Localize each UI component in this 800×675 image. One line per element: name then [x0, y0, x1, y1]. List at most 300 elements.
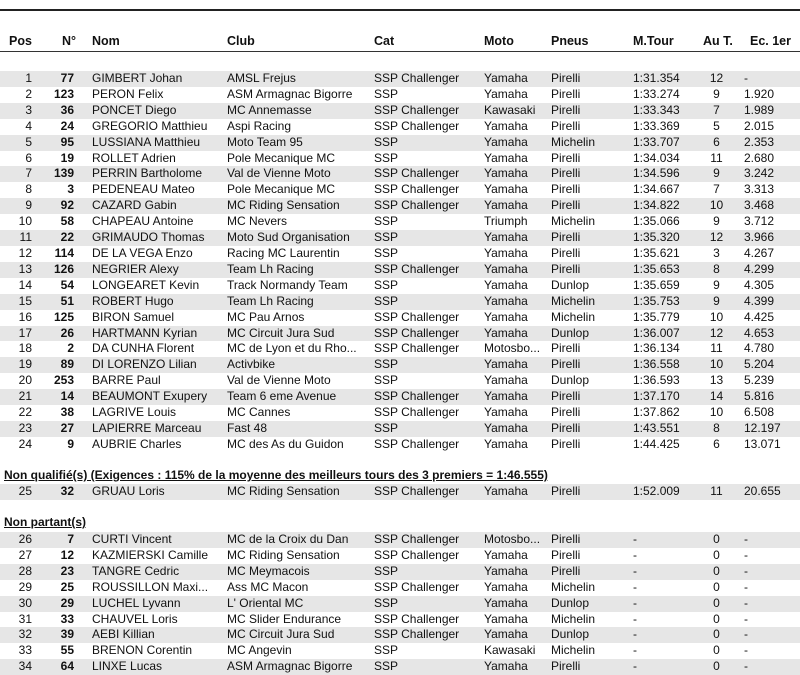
cell-mtour: 1:34.034: [633, 150, 680, 165]
cell-pneus: Dunlop: [551, 596, 633, 612]
cell-moto: Kawasaki: [484, 103, 551, 119]
cell-mtour: -: [633, 564, 703, 580]
cell-pneus: Pirelli: [551, 341, 581, 356]
cell-aut: 5: [713, 118, 720, 133]
cell-club: Activbike: [227, 357, 374, 373]
cell-ec: -: [730, 71, 800, 87]
cell-club: MC Pau Arnos: [227, 309, 305, 324]
table-row: [0, 580, 800, 596]
table-row: [0, 596, 800, 612]
cell-pneus: Dunlop: [551, 373, 590, 388]
cell-num: 125: [53, 309, 74, 324]
cell-moto: Motosbo...: [484, 532, 551, 548]
cell-pos: 13: [4, 262, 36, 278]
cell-aut: 11: [710, 341, 723, 356]
cell-mtour: 1:35.753: [633, 294, 703, 310]
cell-cat: SSP: [374, 230, 484, 246]
qualified-table: [0, 71, 800, 453]
cell-mtour: 1:35.659: [633, 277, 680, 292]
col-header-cat: Cat: [374, 34, 395, 48]
cell-pneus: Pirelli: [551, 262, 633, 278]
cell-mtour: 1:37.862: [633, 405, 680, 420]
cell-cat: SSP Challenger: [374, 166, 484, 182]
cell-club: MC de Lyon et du Rho...: [227, 341, 357, 356]
cell-moto: Yamaha: [484, 198, 551, 214]
cell-club: Track Normandy Team: [227, 277, 348, 292]
cell-aut: 11: [703, 484, 730, 500]
cell-aut: 6: [703, 135, 730, 151]
cell-nom: GRUAU Loris: [92, 484, 227, 500]
table-row: [0, 389, 800, 405]
cell-mtour: 1:33.274: [633, 86, 680, 101]
cell-mtour: 1:44.425: [633, 436, 680, 451]
cell-num: 24: [60, 118, 74, 133]
cell-pneus: Michelin: [551, 643, 596, 658]
cell-pneus: Pirelli: [551, 659, 633, 675]
cell-club: MC de la Croix du Dan: [227, 532, 374, 548]
cell-pneus: Michelin: [551, 309, 596, 324]
cell-ec: 2.015: [744, 118, 775, 133]
cell-nom: PONCET Diego: [92, 103, 227, 119]
cell-ec: -: [730, 564, 800, 580]
cell-club: MC Circuit Jura Sud: [227, 627, 374, 643]
cell-ec: 5.204: [730, 357, 800, 373]
cell-nom: DA CUNHA Florent: [92, 341, 195, 356]
cell-cat: SSP Challenger: [374, 103, 484, 119]
cell-ec: -: [730, 532, 800, 548]
cell-cat: SSP Challenger: [374, 341, 460, 356]
cell-pneus: Pirelli: [551, 421, 633, 437]
cell-club: Fast 48: [227, 421, 374, 437]
cell-pos: 30: [4, 596, 36, 612]
cell-nom: DI LORENZO Lilian: [92, 357, 227, 373]
table-row: [0, 357, 800, 373]
non-qualified-title: Non qualifié(s) (Exigences : 115% de la moyenne des meilleurs tours des 3 premiers = 1:46.555): [4, 468, 548, 482]
cell-pos: 29: [18, 579, 32, 594]
cell-aut: 8: [703, 262, 730, 278]
cell-mtour: -: [633, 547, 637, 562]
cell-club: MC Slider Endurance: [227, 611, 342, 626]
cell-num: 25: [60, 579, 74, 594]
cell-club: Pole Mecanique MC: [227, 182, 336, 197]
cell-ec: 2.353: [730, 135, 800, 151]
table-row: [0, 278, 800, 294]
cell-num: 139: [36, 166, 92, 182]
cell-moto: Yamaha: [484, 309, 528, 324]
cell-cat: SSP: [374, 373, 399, 388]
cell-club: ASM Armagnac Bigorre: [227, 86, 353, 101]
cell-num: 51: [36, 294, 92, 310]
cell-pos: 19: [4, 357, 36, 373]
cell-aut: 0: [703, 659, 730, 675]
cell-moto: Kawasaki: [484, 643, 536, 658]
cell-mtour: -: [633, 627, 703, 643]
cell-club: MC Annemasse: [227, 103, 374, 119]
cell-club: AMSL Frejus: [227, 71, 374, 87]
cell-mtour: 1:36.007: [633, 326, 703, 342]
cell-cat: SSP: [374, 643, 399, 658]
cell-mtour: 1:34.596: [633, 166, 703, 182]
cell-pos: 31: [18, 611, 32, 626]
cell-club: Val de Vienne Moto: [227, 166, 374, 182]
cell-aut: 9: [713, 277, 720, 292]
cell-nom: TANGRE Cedric: [92, 564, 227, 580]
cell-pneus: Pirelli: [551, 245, 581, 260]
cell-moto: Yamaha: [484, 436, 528, 451]
cell-nom: CAZARD Gabin: [92, 198, 227, 214]
cell-pos: 10: [18, 214, 32, 229]
cell-nom: BARRE Paul: [92, 373, 161, 388]
cell-moto: Yamaha: [484, 86, 528, 101]
cell-cat: SSP Challenger: [374, 532, 484, 548]
cell-nom: BRENON Corentin: [92, 643, 193, 658]
cell-num: 32: [36, 484, 92, 500]
cell-ec: -: [744, 611, 748, 626]
cell-pos: 32: [4, 627, 36, 643]
cell-mtour: 1:36.134: [633, 341, 680, 356]
cell-aut: 12: [703, 71, 730, 87]
cell-nom: ROLLET Adrien: [92, 150, 176, 165]
table-row: [0, 484, 800, 500]
cell-ec: 3.966: [730, 230, 800, 246]
cell-num: 3: [67, 182, 74, 197]
cell-ec: 5.239: [744, 373, 775, 388]
cell-club: Aspi Racing: [227, 118, 292, 133]
cell-num: 19: [60, 150, 74, 165]
cell-moto: Yamaha: [484, 373, 528, 388]
cell-aut: 0: [703, 564, 730, 580]
cell-moto: Yamaha: [484, 564, 551, 580]
cell-num: 7: [36, 532, 92, 548]
cell-moto: Yamaha: [484, 357, 551, 373]
cell-pos: 34: [4, 659, 36, 675]
cell-aut: 9: [713, 86, 720, 101]
cell-cat: SSP: [374, 564, 484, 580]
table-row: [0, 643, 800, 659]
cell-moto: Yamaha: [484, 135, 551, 151]
cell-nom: BIRON Samuel: [92, 309, 175, 324]
cell-nom: PERRIN Bartholome: [92, 166, 227, 182]
cell-num: 95: [36, 135, 92, 151]
cell-mtour: -: [633, 532, 703, 548]
cell-mtour: -: [633, 579, 637, 594]
table-row: [0, 612, 800, 628]
cell-ec: 4.780: [744, 341, 775, 356]
cell-ec: 3.242: [730, 166, 800, 182]
cell-nom: GREGORIO Matthieu: [92, 118, 208, 133]
cell-mtour: -: [633, 596, 703, 612]
cell-club: Ass MC Macon: [227, 579, 309, 594]
cell-club: L' Oriental MC: [227, 596, 374, 612]
table-row: [0, 87, 800, 103]
table-row: [0, 119, 800, 135]
cell-num: 77: [36, 71, 92, 87]
cell-cat: SSP: [374, 150, 399, 165]
cell-aut: 7: [703, 103, 730, 119]
cell-moto: Yamaha: [484, 182, 528, 197]
table-row: [0, 373, 800, 389]
cell-pneus: Pirelli: [551, 405, 581, 420]
cell-cat: SSP: [374, 214, 399, 229]
non-qualified-table: [0, 484, 800, 500]
table-row: [0, 214, 800, 230]
cell-cat: SSP Challenger: [374, 405, 460, 420]
table-row: [0, 135, 800, 151]
cell-pos: 15: [4, 294, 36, 310]
cell-nom: LUSSIANA Matthieu: [92, 135, 227, 151]
cell-club: MC des As du Guidon: [227, 436, 344, 451]
cell-aut: 0: [713, 579, 720, 594]
cell-num: 114: [54, 245, 74, 260]
table-row: [0, 71, 800, 87]
cell-club: Team Lh Racing: [227, 294, 374, 310]
non-starter-title: Non partant(s): [4, 515, 86, 529]
table-row: [0, 246, 800, 262]
cell-club: MC Riding Sensation: [227, 198, 374, 214]
cell-mtour: -: [633, 643, 637, 658]
cell-nom: LONGEARET Kevin: [92, 277, 200, 292]
cell-pos: 7: [4, 166, 36, 182]
cell-pneus: Pirelli: [551, 103, 633, 119]
cell-num: 22: [36, 230, 92, 246]
cell-aut: 8: [703, 421, 730, 437]
cell-pos: 6: [25, 150, 32, 165]
cell-moto: Yamaha: [484, 166, 551, 182]
cell-pneus: Pirelli: [551, 564, 633, 580]
cell-club: MC Nevers: [227, 214, 288, 229]
cell-num: 55: [60, 643, 74, 658]
cell-num: 38: [60, 405, 74, 420]
cell-aut: 12: [703, 230, 730, 246]
cell-moto: Yamaha: [484, 484, 551, 500]
cell-mtour: 1:37.170: [633, 389, 703, 405]
col-header-aut: Au T.: [703, 34, 733, 48]
cell-aut: 13: [709, 373, 724, 388]
cell-mtour: 1:33.369: [633, 118, 680, 133]
cell-aut: 0: [713, 643, 720, 658]
cell-mtour: 1:52.009: [633, 484, 703, 500]
cell-pos: 4: [25, 118, 32, 133]
cell-num: 27: [36, 421, 92, 437]
cell-aut: 10: [709, 309, 724, 324]
cell-cat: SSP Challenger: [374, 198, 484, 214]
cell-num: 9: [67, 436, 74, 451]
cell-moto: Yamaha: [484, 611, 528, 626]
cell-pneus: Dunlop: [551, 326, 633, 342]
cell-aut: 10: [703, 357, 730, 373]
cell-num: 14: [36, 389, 92, 405]
cell-num: 89: [36, 357, 92, 373]
cell-mtour: 1:36.558: [633, 357, 703, 373]
cell-moto: Yamaha: [484, 405, 528, 420]
cell-moto: Yamaha: [484, 326, 551, 342]
cell-aut: 0: [703, 596, 730, 612]
cell-moto: Yamaha: [484, 547, 528, 562]
cell-pneus: Pirelli: [551, 182, 581, 197]
cell-pos: 27: [18, 547, 32, 562]
cell-pneus: Pirelli: [551, 230, 633, 246]
cell-ec: 4.305: [744, 277, 775, 292]
cell-nom: DE LA VEGA Enzo: [92, 245, 193, 260]
cell-cat: SSP Challenger: [374, 326, 484, 342]
cell-ec: 2.680: [744, 150, 775, 165]
cell-nom: BEAUMONT Exupery: [92, 389, 227, 405]
cell-cat: SSP Challenger: [374, 71, 484, 87]
cell-cat: SSP Challenger: [374, 436, 460, 451]
cell-mtour: 1:35.653: [633, 262, 703, 278]
cell-moto: Yamaha: [484, 579, 528, 594]
cell-num: 58: [60, 214, 74, 229]
cell-moto: Yamaha: [484, 71, 551, 87]
cell-pneus: Michelin: [551, 611, 596, 626]
table-row: [0, 310, 800, 326]
cell-moto: Yamaha: [484, 389, 551, 405]
cell-moto: Yamaha: [484, 150, 528, 165]
cell-mtour: 1:36.593: [633, 373, 680, 388]
cell-moto: Yamaha: [484, 596, 551, 612]
cell-mtour: 1:31.354: [633, 71, 703, 87]
cell-aut: 6: [713, 436, 720, 451]
top-rule: [0, 9, 800, 11]
cell-moto: Yamaha: [484, 118, 528, 133]
cell-ec: 3.468: [730, 198, 800, 214]
cell-club: Val de Vienne Moto: [227, 373, 331, 388]
cell-moto: Yamaha: [484, 421, 551, 437]
cell-pneus: Michelin: [551, 294, 633, 310]
cell-cat: SSP Challenger: [374, 627, 484, 643]
cell-num: 64: [36, 659, 92, 675]
cell-ec: 20.655: [730, 484, 800, 500]
cell-ec: 13.071: [744, 436, 781, 451]
cell-ec: 5.816: [730, 389, 800, 405]
cell-aut: 9: [703, 166, 730, 182]
table-row: [0, 532, 800, 548]
cell-club: Team Lh Racing: [227, 262, 374, 278]
cell-nom: KAZMIERSKI Camille: [92, 547, 209, 562]
table-row: [0, 326, 800, 342]
cell-pneus: Pirelli: [551, 86, 581, 101]
table-row: [0, 198, 800, 214]
cell-aut: 7: [713, 182, 720, 197]
cell-num: 12: [60, 547, 74, 562]
cell-aut: 12: [703, 326, 730, 342]
cell-pneus: Dunlop: [551, 627, 633, 643]
cell-ec: 4.653: [730, 326, 800, 342]
cell-pneus: Pirelli: [551, 389, 633, 405]
cell-aut: 9: [703, 294, 730, 310]
cell-nom: CHAUVEL Loris: [92, 611, 178, 626]
cell-nom: CHAPEAU Antoine: [92, 214, 194, 229]
col-header-num: N°: [62, 34, 77, 48]
cell-mtour: 1:33.343: [633, 103, 703, 119]
cell-pos: 2: [25, 86, 32, 101]
cell-num: 54: [60, 277, 74, 292]
cell-ec: -: [744, 547, 748, 562]
cell-pos: 14: [18, 277, 32, 292]
cell-pos: 33: [18, 643, 32, 658]
cell-mtour: 1:34.822: [633, 198, 703, 214]
cell-mtour: 1:35.066: [633, 214, 680, 229]
cell-cat: SSP: [374, 294, 484, 310]
cell-club: MC Riding Sensation: [227, 484, 374, 500]
cell-cat: SSP: [374, 245, 399, 260]
cell-ec: 4.399: [730, 294, 800, 310]
cell-cat: SSP Challenger: [374, 118, 460, 133]
cell-nom: ROBERT Hugo: [92, 294, 227, 310]
cell-mtour: 1:33.707: [633, 135, 703, 151]
cell-num: 123: [53, 86, 74, 101]
cell-nom: PERON Felix: [92, 86, 164, 101]
table-row: [0, 230, 800, 246]
cell-cat: SSP Challenger: [374, 182, 460, 197]
cell-club: MC Cannes: [227, 405, 291, 420]
cell-pneus: Pirelli: [551, 547, 581, 562]
cell-moto: Yamaha: [484, 294, 551, 310]
cell-mtour: 1:43.551: [633, 421, 703, 437]
cell-ec: 4.299: [730, 262, 800, 278]
table-row: [0, 294, 800, 310]
cell-club: Team 6 eme Avenue: [227, 389, 374, 405]
cell-pneus: Pirelli: [551, 71, 633, 87]
cell-mtour: -: [633, 659, 703, 675]
cell-ec: 6.508: [744, 405, 775, 420]
cell-pneus: Pirelli: [551, 150, 581, 165]
table-row: [0, 548, 800, 564]
cell-cat: SSP Challenger: [374, 309, 460, 324]
cell-club: Moto Team 95: [227, 135, 374, 151]
cell-pos: 26: [4, 532, 36, 548]
col-header-mtour: M.Tour: [633, 34, 674, 48]
cell-cat: SSP: [374, 135, 484, 151]
cell-club: Moto Sud Organisation: [227, 230, 374, 246]
cell-club: MC Angevin: [227, 643, 292, 658]
header-rule: [0, 51, 800, 52]
cell-pos: 9: [4, 198, 36, 214]
table-row: [0, 166, 800, 182]
cell-ec: 1.920: [744, 86, 775, 101]
cell-aut: 9: [713, 214, 720, 229]
cell-ec: 3.712: [744, 214, 775, 229]
cell-cat: SSP: [374, 596, 484, 612]
cell-pos: 8: [25, 182, 32, 197]
cell-cat: SSP Challenger: [374, 484, 484, 500]
cell-mtour: 1:35.621: [633, 245, 680, 260]
cell-moto: Motosbo...: [484, 341, 541, 356]
cell-mtour: 1:34.667: [633, 182, 680, 197]
cell-nom: NEGRIER Alexy: [92, 262, 227, 278]
cell-moto: Triumph: [484, 214, 528, 229]
cell-pneus: Michelin: [551, 135, 633, 151]
non-starter-table: [0, 532, 800, 675]
cell-ec: 12.197: [730, 421, 800, 437]
results-header: [0, 33, 800, 49]
table-row: [0, 659, 800, 675]
cell-ec: 4.425: [744, 309, 775, 324]
cell-ec: 1.989: [730, 103, 800, 119]
table-row: [0, 262, 800, 278]
cell-ec: -: [730, 627, 800, 643]
cell-pos: 20: [18, 373, 32, 388]
cell-moto: Yamaha: [484, 627, 551, 643]
cell-pos: 11: [4, 230, 36, 246]
cell-nom: CURTI Vincent: [92, 532, 227, 548]
col-header-moto: Moto: [484, 34, 514, 48]
cell-cat: SSP Challenger: [374, 389, 484, 405]
cell-num: 253: [53, 373, 74, 388]
cell-nom: GIMBERT Johan: [92, 71, 227, 87]
cell-nom: LAGRIVE Louis: [92, 405, 177, 420]
table-row: [0, 341, 800, 357]
